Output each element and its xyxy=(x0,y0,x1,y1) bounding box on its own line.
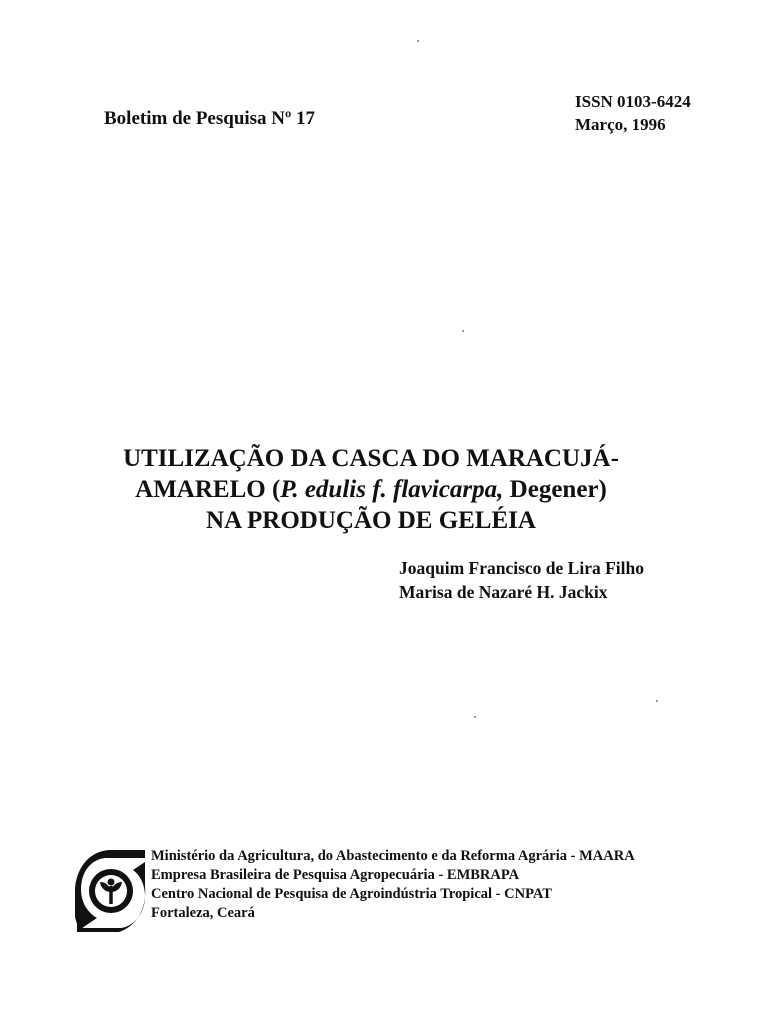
institution-list xyxy=(151,847,635,923)
document-title xyxy=(100,443,700,536)
title-line-1: UTILIZAÇÃO DA CASCA DO MARACUJÁ- xyxy=(123,445,619,472)
scan-speck xyxy=(474,716,476,718)
bulletin-series: Boletim de Pesquisa Nº 17 xyxy=(104,108,316,129)
title-line-2-prefix: AMARELO ( xyxy=(135,476,281,503)
institution-cnpat: Centro Nacional de Pesquisa de Agroindústria Tropical - CNPAT xyxy=(151,886,552,902)
institution-embrapa: Empresa Brasileira de Pesquisa Agropecuária - EMBRAPA xyxy=(151,867,520,883)
author-name: Joaquim Francisco de Lira Filho xyxy=(399,558,644,578)
author-name: Marisa de Nazaré H. Jackix xyxy=(399,582,608,602)
title-line-3: NA PRODUÇÃO DE GELÉIA xyxy=(206,507,536,534)
species-name: P. edulis f. flavicarpa, xyxy=(280,476,504,503)
publication-date: Março, 1996 xyxy=(575,115,666,134)
scan-speck xyxy=(656,700,658,702)
author-list xyxy=(399,556,644,604)
title-line-2-suffix: Degener) xyxy=(503,476,607,503)
issn-number: ISSN 0103-6424 xyxy=(575,92,691,111)
institution-ministry: Ministério da Agricultura, do Abastecimento e da Reforma Agrária - MAARA xyxy=(151,848,635,864)
title-line-2 xyxy=(42,474,700,505)
publication-info xyxy=(575,90,691,136)
institution-location: Fortaleza, Ceará xyxy=(151,905,255,921)
scan-speck xyxy=(417,40,419,42)
scan-speck xyxy=(462,330,464,332)
embrapa-logo-icon xyxy=(75,846,147,932)
